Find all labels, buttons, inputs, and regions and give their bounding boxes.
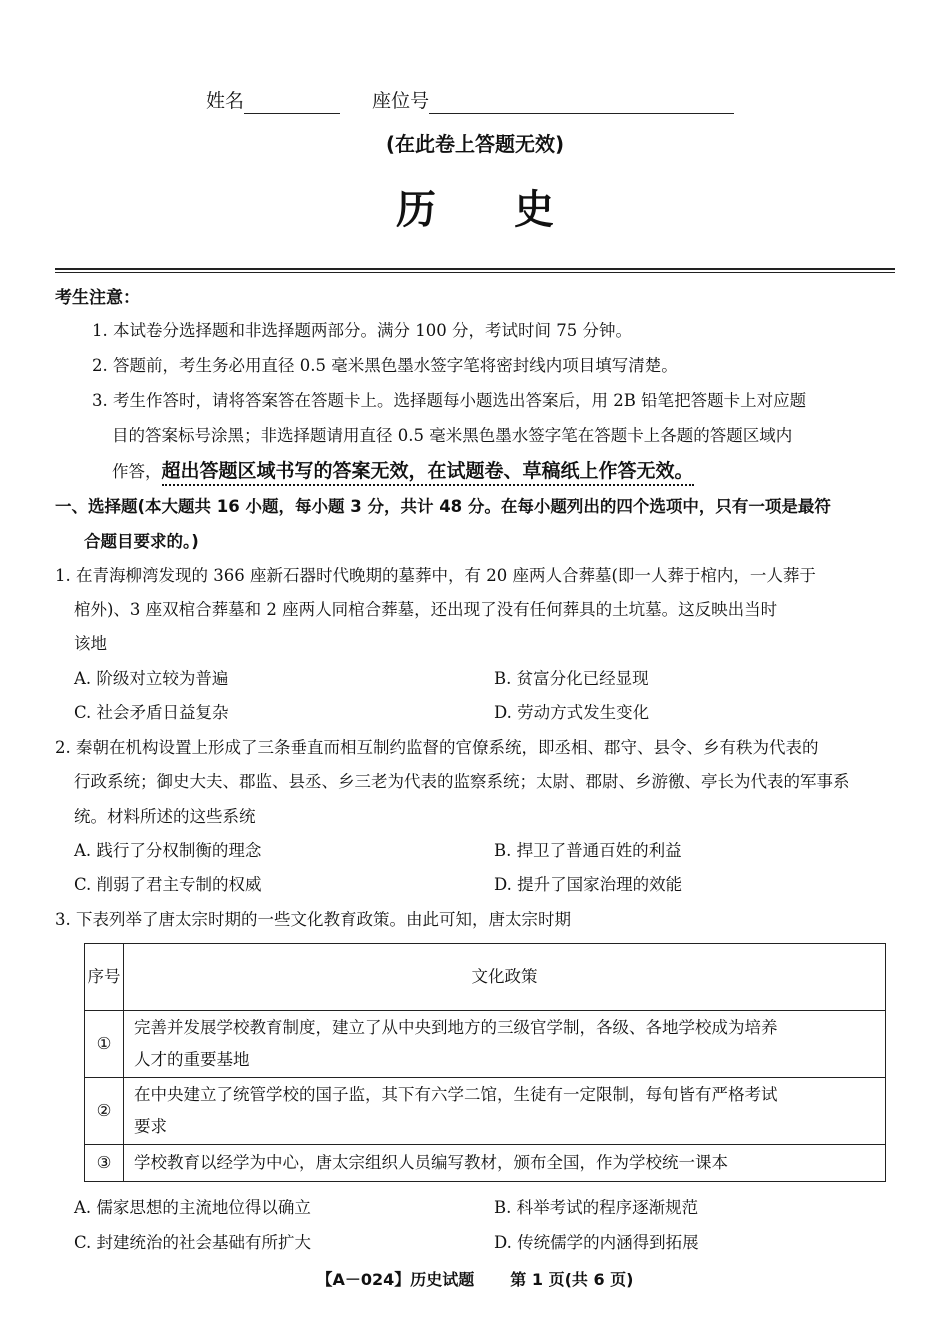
table-header-policy: 文化政策 xyxy=(124,944,886,1011)
q2-option-c[interactable]: C. 削弱了君主专制的权威 xyxy=(74,875,262,894)
seat-blank xyxy=(429,93,734,114)
q1-option-b[interactable]: B. 贫富分化已经显现 xyxy=(494,669,649,688)
q1-stem-line3: 该地 xyxy=(74,634,107,653)
section-heading-line2: 合题目要求的。) xyxy=(84,532,199,551)
row-number: ③ xyxy=(85,1145,124,1182)
q1-stem-line2: 棺外)、3 座双棺合葬墓和 2 座两人同棺合葬墓，还出现了没有任何葬具的土坑墓。这反映出当时 xyxy=(74,600,778,619)
header-rule-thick xyxy=(55,268,895,270)
name-blank xyxy=(244,93,340,114)
notice-item-3-lead: 作答， xyxy=(112,462,162,481)
q2-stem-line2: 行政系统；御史大夫、郡监、县丞、乡三老为代表的监察系统；太尉、郡尉、乡游徼、亭长为代表的军事系 xyxy=(74,772,850,791)
table-row xyxy=(85,1011,886,1078)
row-policy-line: 完善并发展学校教育制度，建立了从中央到地方的三级官学制，各级、各地学校成为培养 xyxy=(134,1018,778,1037)
q1-option-c[interactable]: C. 社会矛盾日益复杂 xyxy=(74,703,229,722)
q1-option-d[interactable]: D. 劳动方式发生变化 xyxy=(494,703,650,722)
row-policy xyxy=(124,1011,886,1078)
q3-stem: 3. 下表列举了唐太宗时期的一些文化教育政策。由此可知，唐太宗时期 xyxy=(55,910,571,929)
q2-option-d[interactable]: D. 提升了国家治理的效能 xyxy=(494,875,683,894)
q2-stem-line3: 统。材料所述的这些系统 xyxy=(74,807,256,826)
table-header-row xyxy=(85,944,886,1011)
row-number: ② xyxy=(85,1078,124,1145)
q3-option-c[interactable]: C. 封建统治的社会基础有所扩大 xyxy=(74,1233,312,1252)
row-policy-line: 人才的重要基地 xyxy=(134,1050,250,1069)
policy-table xyxy=(84,943,886,1182)
invalid-note: (在此卷上答题无效) xyxy=(385,132,565,156)
q3-option-d[interactable]: D. 传统儒学的内涵得到拓展 xyxy=(494,1233,699,1252)
q1-option-a[interactable]: A. 阶级对立较为普遍 xyxy=(74,669,229,688)
row-policy xyxy=(124,1145,886,1182)
q1-stem-line1: 1. 在青海柳湾发现的 366 座新石器时代晚期的墓葬中，有 20 座两人合葬墓(即一人葬于棺内，一人葬于 xyxy=(55,566,816,585)
candidate-info-row xyxy=(206,88,734,114)
notice-item-2: 2. 答题前，考生务必用直径 0.5 毫米黑色墨水签字笔将密封线内项目填写清楚。 xyxy=(92,356,678,375)
row-policy-line: 在中央建立了统管学校的国子监，其下有六学二馆，生徒有一定限制，每旬皆有严格考试 xyxy=(134,1085,778,1104)
subject-title: 历史 xyxy=(396,186,632,233)
notice-item-1: 1. 本试卷分选择题和非选择题两部分。满分 100 分，考试时间 75 分钟。 xyxy=(92,321,632,340)
row-policy xyxy=(124,1078,886,1145)
row-policy-line: 要求 xyxy=(134,1117,167,1136)
name-label: 姓名 xyxy=(206,90,245,112)
seat-label: 座位号 xyxy=(372,90,430,112)
notice-item-3-end xyxy=(112,459,694,484)
table-header-number: 序号 xyxy=(85,944,124,1011)
q2-stem-line1: 2. 秦朝在机构设置上形成了三条垂直而相互制约监督的官僚系统，即丞相、郡守、县令、乡有秩为代表的 xyxy=(55,738,819,757)
footer-code: 【A－024】历史试题 xyxy=(316,1270,475,1289)
q3-option-b[interactable]: B. 科举考试的程序逐渐规范 xyxy=(494,1198,699,1217)
page-footer xyxy=(0,1267,950,1290)
notice-title: 考生注意： xyxy=(55,288,140,308)
q2-option-b[interactable]: B. 捍卫了普通百姓的利益 xyxy=(494,841,682,860)
row-number: ① xyxy=(85,1011,124,1078)
notice-emphasis: 超出答题区域书写的答案无效，在试题卷、草稿纸上作答无效。 xyxy=(162,460,694,486)
section-heading-line1: 一、选择题(本大题共 16 小题，每小题 3 分，共计 48 分。在每小题列出的四个选项中，只有一项是最符 xyxy=(55,497,831,516)
footer-page: 第 1 页(共 6 页) xyxy=(510,1270,634,1289)
notice-item-3: 3. 考生作答时，请将答案答在答题卡上。选择题每小题选出答案后，用 2B 铅笔把答题卡上对应题 xyxy=(92,391,807,410)
table-row xyxy=(85,1145,886,1182)
table-row xyxy=(85,1078,886,1145)
q2-option-a[interactable]: A. 践行了分权制衡的理念 xyxy=(74,841,262,860)
notice-item-3-cont: 目的答案标号涂黑；非选择题请用直径 0.5 毫米黑色墨水签字笔在答题卡上各题的答题区域内 xyxy=(112,426,793,445)
header-rule-thin xyxy=(55,272,895,273)
row-policy-line: 学校教育以经学为中心，唐太宗组织人员编写教材，颁布全国，作为学校统一课本 xyxy=(134,1153,728,1172)
q3-option-a[interactable]: A. 儒家思想的主流地位得以确立 xyxy=(74,1198,311,1217)
